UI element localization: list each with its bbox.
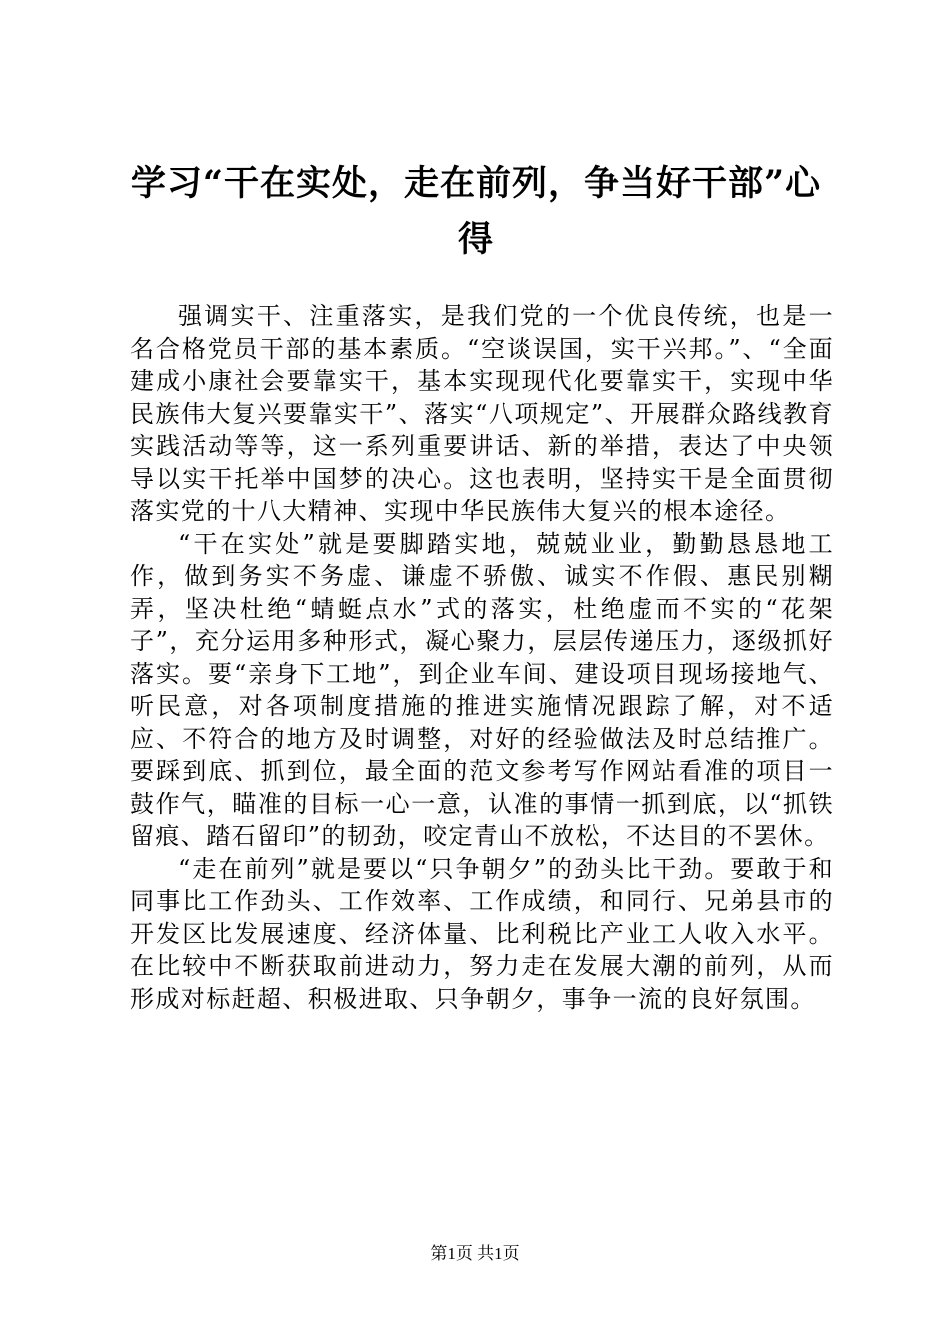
paragraph: “干在实处”就是要脚踏实地，兢兢业业，勤勤恳恳地工作，做到务实不务虚、谦虚不骄傲、诚实不作假、惠民别糊弄，坚决杜绝“蜻蜓点水”式的落实，杜绝虚而不实的“花架子”，充分运用多种形式，凝心聚力，层层传递压力，逐级抓好落实。要“亲身下工地”，到企业车间、建设项目现场接地气、听民意，对各项制度措施的推进实施情况跟踪了解，对不适应、不符合的地方及时调整，对好的经验做法及时总结推广。要踩到底、抓到位，最全面的范文参考写作网站看准的项目一鼓作气，瞄准的目标一心一意，认准的事情一抓到底，以“抓铁留痕、踏石留印”的韧劲，咬定青山不放松，不达目的不罢休。	[130, 529, 834, 850]
page-number-footer: 第1页 共1页	[430, 1244, 520, 1263]
paragraph: “走在前列”就是要以“只争朝夕”的劲头比干劲。要敢于和同事比工作劲头、工作效率、工作成绩，和同行、兄弟县市的开发区比发展速度、经济体量、比利税比产业工人收入水平。在比较中不断获取前进动力，努力走在发展大潮的前列，从而形成对标赶超、积极进取、只争朝夕，事争一流的良好氛围。	[130, 854, 834, 1013]
document-title: 学习“干在实处，走在前列，争当好干部”心得	[130, 163, 822, 260]
paragraph: 强调实干、注重落实，是我们党的一个优良传统，也是一名合格党员干部的基本素质。“空谈误国，实干兴邦。”、“全面建成小康社会要靠实干，基本实现现代化要靠实干，实现中华民族伟大复兴要靠实干”、落实“八项规定”、开展群众路线教育实践活动等等，这一系列重要讲话、新的举措，表达了中央领导以实干托举中国梦的决心。这也表明，坚持实干是全面贯彻落实党的十八大精神、实现中华民族伟大复兴的根本途径。	[130, 302, 834, 525]
document-body	[130, 300, 834, 1015]
